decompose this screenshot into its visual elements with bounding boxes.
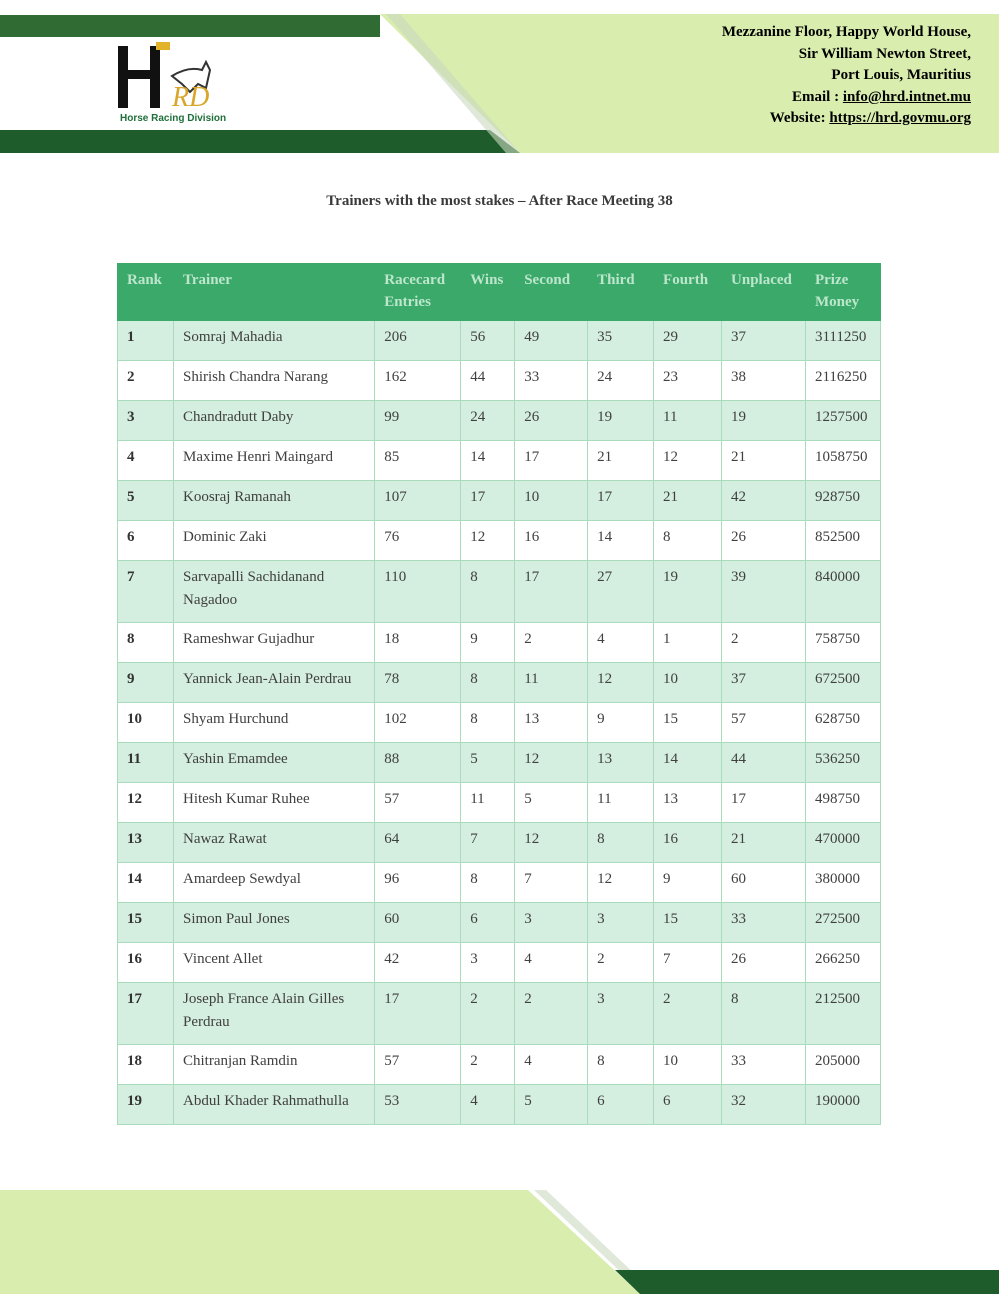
email-link[interactable]: info@hrd.intnet.mu	[842, 88, 971, 105]
stat-cell: 852500	[805, 521, 880, 561]
table-row	[118, 1045, 881, 1085]
stat-cell: 15	[654, 703, 722, 743]
trainer-cell: Yannick Jean-Alain Perdrau	[173, 663, 374, 703]
trainer-cell: Rameshwar Gujadhur	[173, 623, 374, 663]
stat-cell: 4	[588, 623, 654, 663]
stat-cell: 9	[588, 703, 654, 743]
stat-cell: 3	[588, 903, 654, 943]
column-header: Racecard Entries	[375, 264, 461, 321]
stat-cell: 7	[654, 943, 722, 983]
stat-cell: 13	[515, 703, 588, 743]
table-row	[118, 823, 881, 863]
trainer-cell: Hitesh Kumar Ruhee	[173, 783, 374, 823]
column-header: Rank	[118, 264, 174, 321]
stat-cell: 13	[588, 743, 654, 783]
stat-cell: 96	[375, 863, 461, 903]
stat-cell: 12	[588, 663, 654, 703]
stat-cell: 33	[722, 1045, 806, 1085]
stat-cell: 11	[515, 663, 588, 703]
stat-cell: 8	[461, 561, 515, 623]
rank-cell: 14	[118, 863, 174, 903]
column-header: Second	[515, 264, 588, 321]
stat-cell: 29	[654, 321, 722, 361]
stat-cell: 42	[722, 481, 806, 521]
svg-text:RD: RD	[172, 82, 210, 112]
rank-cell: 4	[118, 441, 174, 481]
stat-cell: 672500	[805, 663, 880, 703]
stat-cell: 536250	[805, 743, 880, 783]
stat-cell: 4	[515, 943, 588, 983]
stat-cell: 3	[461, 943, 515, 983]
table-row	[118, 623, 881, 663]
rank-cell: 17	[118, 983, 174, 1045]
stat-cell: 53	[375, 1085, 461, 1125]
table-body	[118, 321, 881, 1125]
stat-cell: 21	[588, 441, 654, 481]
stat-cell: 2	[722, 623, 806, 663]
column-header: Prize Money	[805, 264, 880, 321]
stat-cell: 8	[461, 663, 515, 703]
table-row	[118, 703, 881, 743]
stat-cell: 6	[654, 1085, 722, 1125]
stat-cell: 26	[722, 943, 806, 983]
stat-cell: 212500	[805, 983, 880, 1045]
stat-cell: 24	[588, 361, 654, 401]
stat-cell: 8	[588, 823, 654, 863]
stat-cell: 17	[515, 441, 588, 481]
hrd-logo-mark	[110, 40, 242, 112]
stat-cell: 21	[722, 823, 806, 863]
trainer-cell: Shyam Hurchund	[173, 703, 374, 743]
trainer-cell: Vincent Allet	[173, 943, 374, 983]
stat-cell: 1257500	[805, 401, 880, 441]
table-row	[118, 401, 881, 441]
stat-cell: 162	[375, 361, 461, 401]
trainer-cell: Amardeep Sewdyal	[173, 863, 374, 903]
stat-cell: 37	[722, 321, 806, 361]
rank-cell: 7	[118, 561, 174, 623]
rank-cell: 16	[118, 943, 174, 983]
rank-cell: 13	[118, 823, 174, 863]
stat-cell: 10	[654, 663, 722, 703]
stat-cell: 17	[722, 783, 806, 823]
stat-cell: 3	[515, 903, 588, 943]
stat-cell: 498750	[805, 783, 880, 823]
stat-cell: 18	[375, 623, 461, 663]
column-header: Fourth	[654, 264, 722, 321]
column-header: Wins	[461, 264, 515, 321]
stat-cell: 14	[654, 743, 722, 783]
stat-cell: 78	[375, 663, 461, 703]
stat-cell: 11	[461, 783, 515, 823]
stat-cell: 11	[588, 783, 654, 823]
address-line: Sir William Newton Street,	[798, 45, 971, 62]
stat-cell: 17	[588, 481, 654, 521]
stat-cell: 64	[375, 823, 461, 863]
rank-cell: 3	[118, 401, 174, 441]
stat-cell: 32	[722, 1085, 806, 1125]
stat-cell: 840000	[805, 561, 880, 623]
trainer-cell: Sarvapalli Sachidanand Nagadoo	[173, 561, 374, 623]
trainer-cell: Abdul Khader Rahmathulla	[173, 1085, 374, 1125]
table-row	[118, 743, 881, 783]
rank-cell: 18	[118, 1045, 174, 1085]
stat-cell: 19	[588, 401, 654, 441]
stat-cell: 42	[375, 943, 461, 983]
stat-cell: 12	[654, 441, 722, 481]
address-line: Port Louis, Mauritius	[831, 67, 971, 83]
stat-cell: 12	[588, 863, 654, 903]
rank-cell: 10	[118, 703, 174, 743]
stat-cell: 19	[654, 561, 722, 623]
stat-cell: 15	[654, 903, 722, 943]
trainer-cell: Maxime Henri Maingard	[173, 441, 374, 481]
trainer-cell: Somraj Mahadia	[173, 321, 374, 361]
stat-cell: 14	[461, 441, 515, 481]
rank-cell: 5	[118, 481, 174, 521]
stat-cell: 9	[654, 863, 722, 903]
stat-cell: 99	[375, 401, 461, 441]
stat-cell: 8	[588, 1045, 654, 1085]
stat-cell: 4	[461, 1085, 515, 1125]
stat-cell: 628750	[805, 703, 880, 743]
stat-cell: 1058750	[805, 441, 880, 481]
rank-cell: 2	[118, 361, 174, 401]
stat-cell: 190000	[805, 1085, 880, 1125]
stat-cell: 57	[375, 1045, 461, 1085]
table-row	[118, 521, 881, 561]
stat-cell: 57	[722, 703, 806, 743]
stat-cell: 21	[654, 481, 722, 521]
stat-cell: 2	[461, 1045, 515, 1085]
stat-cell: 12	[515, 823, 588, 863]
website-link[interactable]: https://hrd.govmu.org	[829, 110, 971, 126]
stat-cell: 11	[654, 401, 722, 441]
website-label: Website:	[769, 110, 830, 126]
trainer-cell: Joseph France Alain Gilles Perdrau	[173, 983, 374, 1045]
stat-cell: 5	[515, 783, 588, 823]
table-row	[118, 1085, 881, 1125]
rank-cell: 15	[118, 903, 174, 943]
stat-cell: 17	[461, 481, 515, 521]
rank-cell: 12	[118, 783, 174, 823]
stat-cell: 12	[515, 743, 588, 783]
stat-cell: 88	[375, 743, 461, 783]
stat-cell: 38	[722, 361, 806, 401]
stat-cell: 6	[588, 1085, 654, 1125]
stat-cell: 470000	[805, 823, 880, 863]
stat-cell: 16	[654, 823, 722, 863]
stat-cell: 27	[588, 561, 654, 623]
stat-cell: 33	[515, 361, 588, 401]
trainer-cell: Shirish Chandra Narang	[173, 361, 374, 401]
stat-cell: 2	[588, 943, 654, 983]
stat-cell: 56	[461, 321, 515, 361]
stat-cell: 14	[588, 521, 654, 561]
email-line	[722, 87, 971, 109]
table-row	[118, 903, 881, 943]
column-header: Trainer	[173, 264, 374, 321]
table-row	[118, 361, 881, 401]
stat-cell: 60	[722, 863, 806, 903]
stat-cell: 19	[722, 401, 806, 441]
table-row	[118, 663, 881, 703]
stat-cell: 8	[461, 703, 515, 743]
stat-cell: 17	[515, 561, 588, 623]
rank-cell: 11	[118, 743, 174, 783]
stat-cell: 2116250	[805, 361, 880, 401]
address-line: Mezzanine Floor, Happy World House,	[721, 24, 971, 40]
stat-cell: 7	[461, 823, 515, 863]
stat-cell: 5	[515, 1085, 588, 1125]
footer-decoration	[0, 1180, 999, 1294]
hrd-logo	[110, 40, 242, 130]
stat-cell: 1	[654, 623, 722, 663]
stat-cell: 33	[722, 903, 806, 943]
table-row	[118, 983, 881, 1045]
stat-cell: 12	[461, 521, 515, 561]
stat-cell: 24	[461, 401, 515, 441]
stat-cell: 205000	[805, 1045, 880, 1085]
table-row	[118, 441, 881, 481]
stat-cell: 206	[375, 321, 461, 361]
trainer-cell: Chandradutt Daby	[173, 401, 374, 441]
stat-cell: 85	[375, 441, 461, 481]
stat-cell: 39	[722, 561, 806, 623]
stat-cell: 266250	[805, 943, 880, 983]
rank-cell: 1	[118, 321, 174, 361]
trainer-stakes-table	[117, 263, 881, 1125]
document-title: Trainers with the most stakes – After Race Meeting 38	[326, 193, 673, 209]
table-row	[118, 783, 881, 823]
rank-cell: 9	[118, 663, 174, 703]
stat-cell: 10	[515, 481, 588, 521]
table-row	[118, 561, 881, 623]
rank-cell: 6	[118, 521, 174, 561]
stat-cell: 44	[461, 361, 515, 401]
contact-block	[722, 22, 971, 130]
stat-cell: 10	[654, 1045, 722, 1085]
stat-cell: 380000	[805, 863, 880, 903]
stat-cell: 7	[515, 863, 588, 903]
table-header-row	[118, 264, 881, 321]
stat-cell: 110	[375, 561, 461, 623]
stat-cell: 57	[375, 783, 461, 823]
stat-cell: 35	[588, 321, 654, 361]
stat-cell: 49	[515, 321, 588, 361]
rank-cell: 8	[118, 623, 174, 663]
stat-cell: 6	[461, 903, 515, 943]
stat-cell: 17	[375, 983, 461, 1045]
trainer-cell: Yashin Emamdee	[173, 743, 374, 783]
stat-cell: 44	[722, 743, 806, 783]
stat-cell: 102	[375, 703, 461, 743]
stat-cell: 5	[461, 743, 515, 783]
stat-cell: 928750	[805, 481, 880, 521]
column-header: Unplaced	[722, 264, 806, 321]
table-row	[118, 321, 881, 361]
stat-cell: 758750	[805, 623, 880, 663]
stat-cell: 76	[375, 521, 461, 561]
trainer-cell: Chitranjan Ramdin	[173, 1045, 374, 1085]
stat-cell: 21	[722, 441, 806, 481]
stat-cell: 8	[461, 863, 515, 903]
stat-cell: 2	[461, 983, 515, 1045]
table-row	[118, 863, 881, 903]
stat-cell: 3111250	[805, 321, 880, 361]
stat-cell: 26	[515, 401, 588, 441]
footer-graphic	[0, 1180, 999, 1294]
trainer-cell: Koosraj Ramanah	[173, 481, 374, 521]
stat-cell: 16	[515, 521, 588, 561]
stat-cell: 2	[515, 623, 588, 663]
stat-cell: 2	[515, 983, 588, 1045]
trainer-cell: Simon Paul Jones	[173, 903, 374, 943]
stat-cell: 26	[722, 521, 806, 561]
stat-cell: 60	[375, 903, 461, 943]
trainer-cell: Dominic Zaki	[173, 521, 374, 561]
stat-cell: 8	[654, 521, 722, 561]
letterhead	[0, 0, 999, 160]
stat-cell: 8	[722, 983, 806, 1045]
stat-cell: 13	[654, 783, 722, 823]
rank-cell: 19	[118, 1085, 174, 1125]
stat-cell: 37	[722, 663, 806, 703]
column-header: Third	[588, 264, 654, 321]
trainer-cell: Nawaz Rawat	[173, 823, 374, 863]
stat-cell: 272500	[805, 903, 880, 943]
stat-cell: 9	[461, 623, 515, 663]
stat-cell: 2	[654, 983, 722, 1045]
email-label: Email :	[792, 88, 843, 105]
logo-caption: Horse Racing Division	[120, 113, 227, 124]
stat-cell: 23	[654, 361, 722, 401]
stat-cell: 107	[375, 481, 461, 521]
table-row	[118, 481, 881, 521]
table-row	[118, 943, 881, 983]
stat-cell: 4	[515, 1045, 588, 1085]
stat-cell: 3	[588, 983, 654, 1045]
website-line	[722, 108, 971, 130]
